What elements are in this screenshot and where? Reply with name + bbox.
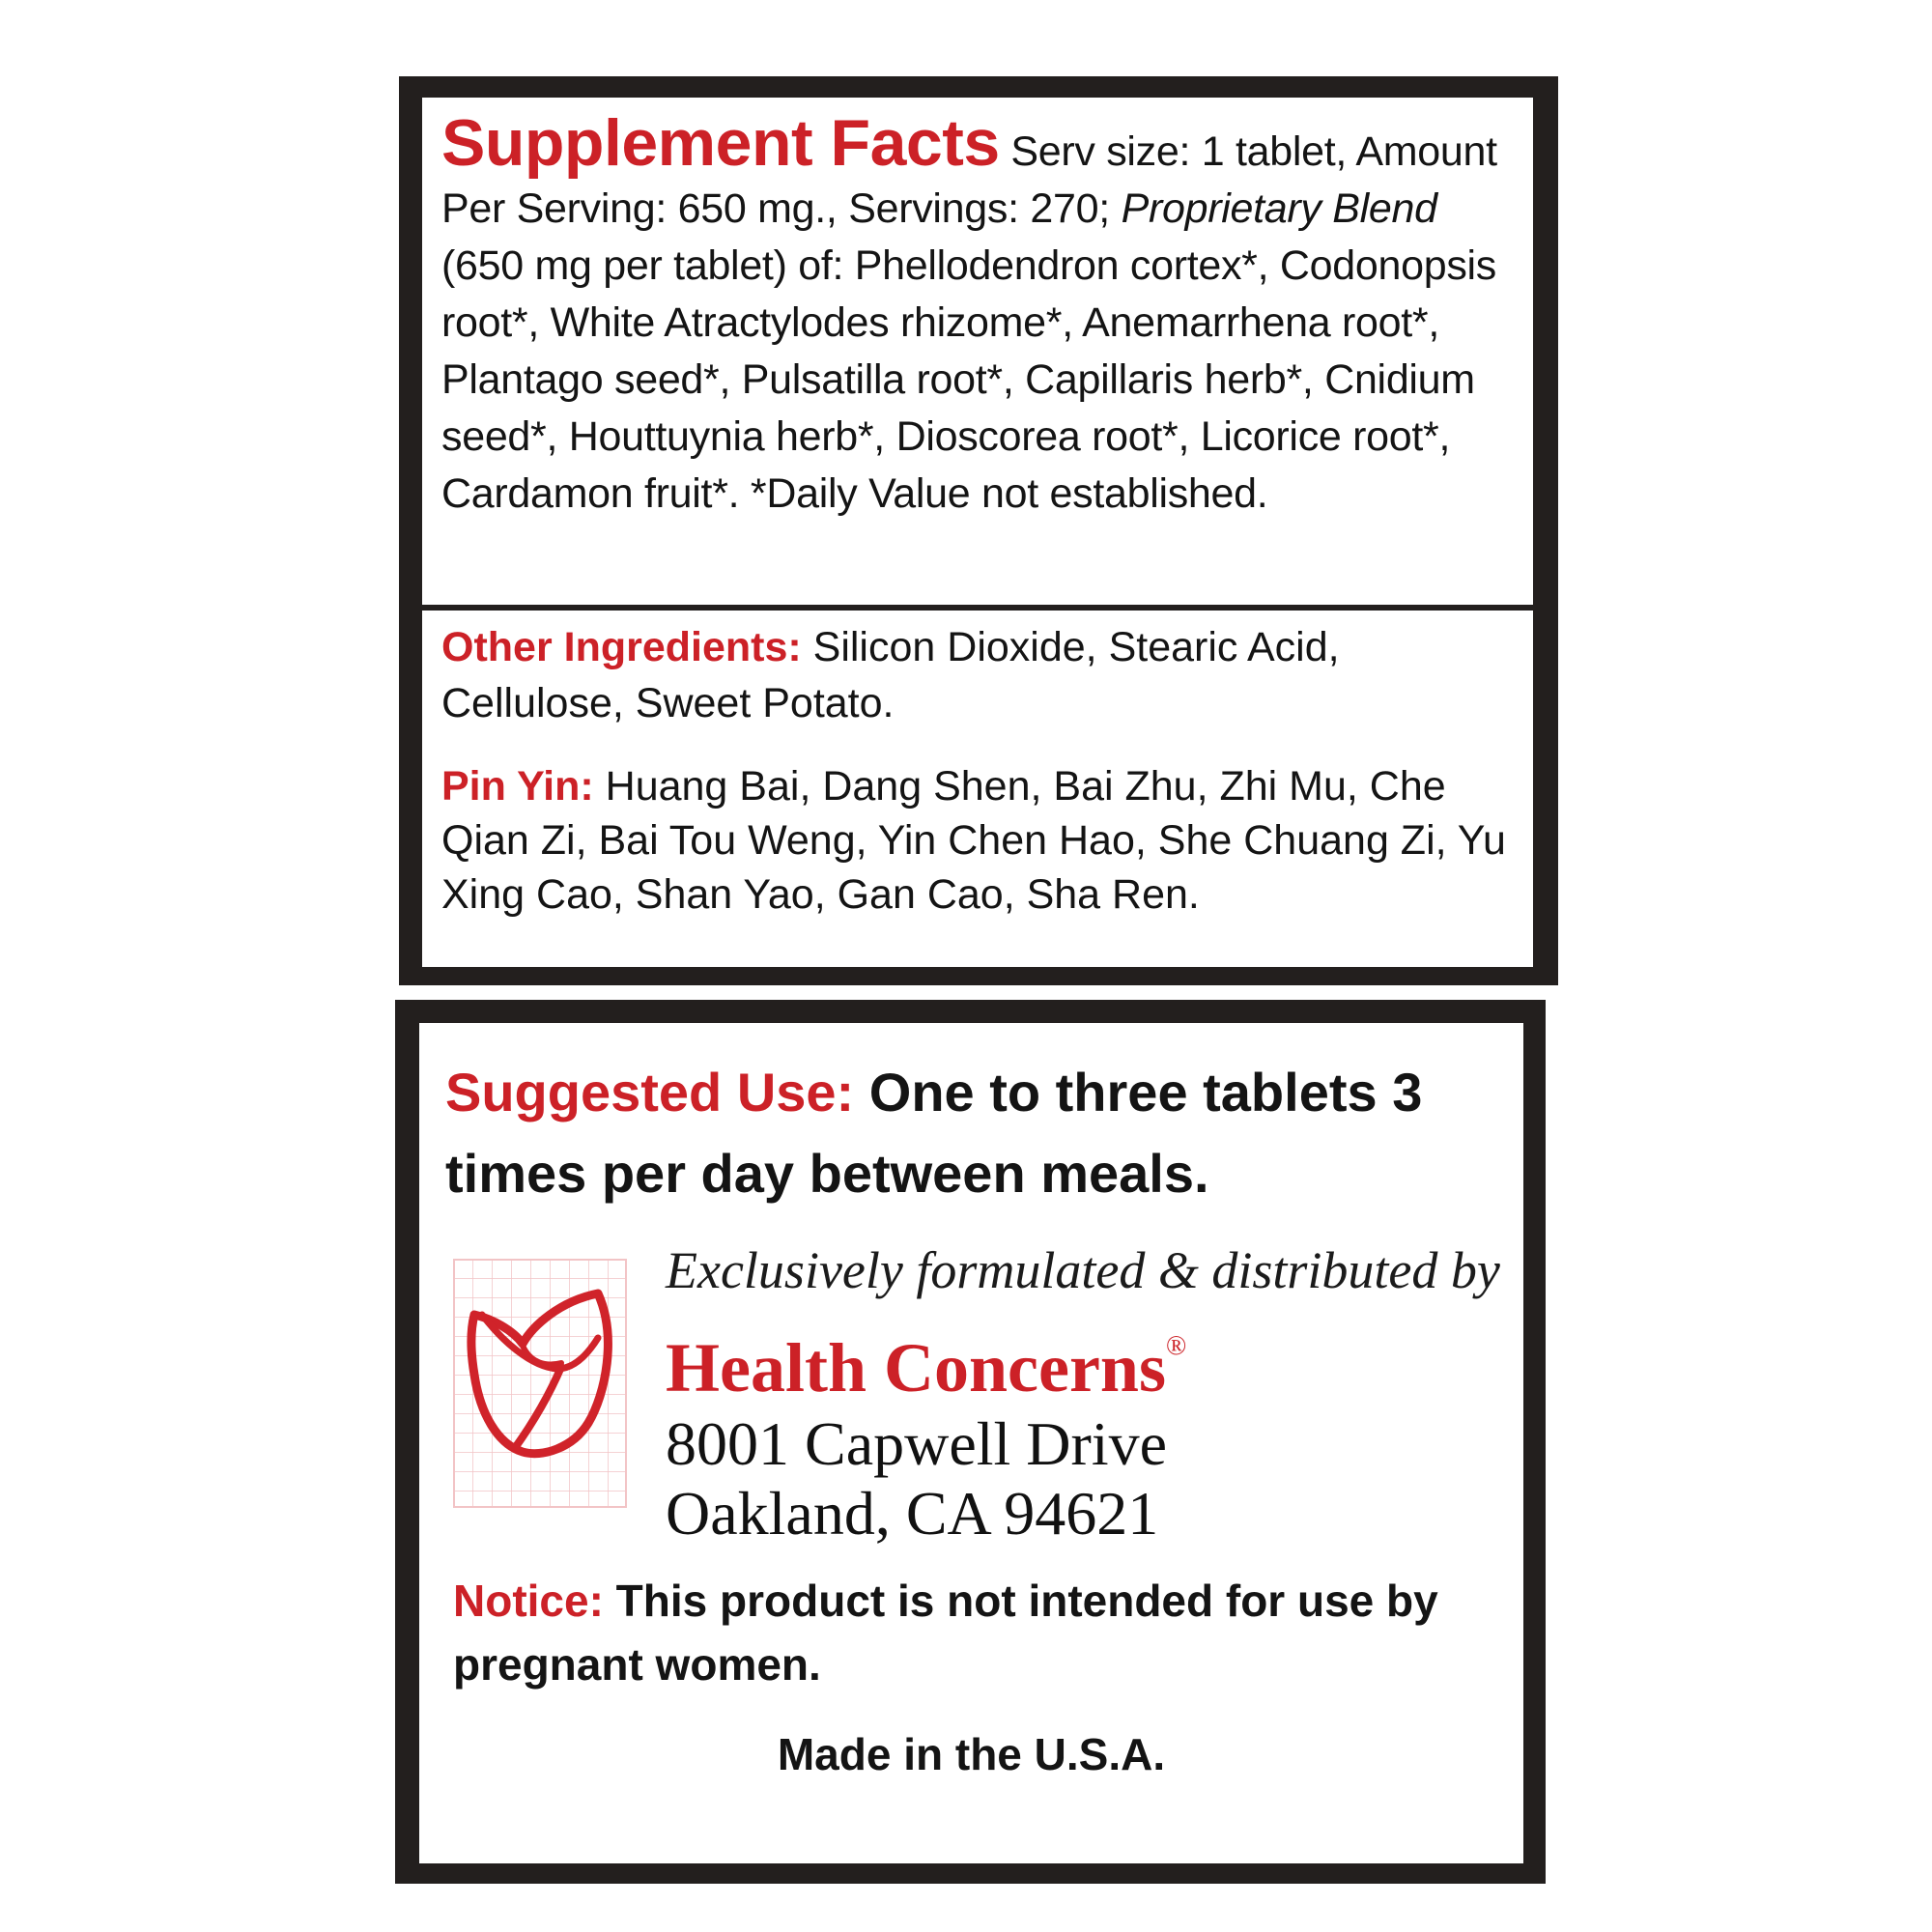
distributor-tagline: Exclusively formulated & distributed by (666, 1241, 1500, 1299)
address-line-2: Oakland, CA 94621 (666, 1479, 1159, 1548)
registered-mark: ® (1165, 1331, 1187, 1361)
notice-text: This product is not intended for use by pregnant women. (453, 1576, 1438, 1690)
supplement-facts-panel (399, 76, 1558, 985)
suggested-use-text: One to three tablets 3 times per day between meals. (445, 1062, 1423, 1204)
distributor-block (666, 1236, 1516, 1548)
usage-card (419, 1023, 1523, 1863)
other-ingredients-label: Other Ingredients: (441, 624, 802, 670)
company-name (666, 1305, 1516, 1409)
pin-yin-label: Pin Yin: (441, 763, 594, 810)
notice-label: Notice: (453, 1576, 604, 1626)
proprietary-blend-text: (650 mg per tablet) of: Phellodendron cortex*, Codonopsis root*, White Atractylodes rhizome*, Anemarrhena root*, Plantago seed*, Pulsatilla root*, Capillaris herb*, Cnidium seed*, Houttuynia herb*, Dioscorea root*, Licorice root*, Cardamon fruit*. *Daily Value not established. (441, 242, 1496, 517)
facts-section (422, 98, 1533, 605)
facts-text (441, 106, 1514, 523)
address-line-1: 8001 Capwell Drive (666, 1409, 1167, 1478)
section-divider (422, 605, 1533, 611)
supplement-facts-title: Supplement Facts (441, 106, 1000, 180)
company-name-text: Health Concerns (666, 1329, 1166, 1406)
notice (453, 1569, 1477, 1696)
made-in-usa: Made in the U.S.A. (777, 1729, 1166, 1779)
usage-panel (395, 1000, 1546, 1884)
serving-size: Serv size: 1 tablet, (1010, 128, 1348, 175)
suggested-use (445, 1052, 1508, 1214)
pin-yin-text: Huang Bai, Dang Shen, Bai Zhu, Zhi Mu, Che Qian Zi, Bai Tou Weng, Yin Chen Hao, She Chuang Zi, Yu Xing Cao, Shan Yao, Gan Cao, Sha Ren. (441, 763, 1506, 918)
other-ingredients (441, 619, 1514, 731)
suggested-use-label: Suggested Use: (445, 1062, 855, 1122)
supplement-facts-card (422, 98, 1533, 967)
other-ingredients-text: Silicon Dioxide, Stearic Acid, Cellulose, Sweet Potato. (441, 624, 1340, 726)
health-concerns-leaf-logo-icon (453, 1259, 627, 1508)
proprietary-blend-label: Proprietary Blend (1121, 185, 1437, 232)
pin-yin (441, 759, 1514, 922)
amount-per-serving: Amount Per Serving: 650 mg., Servings: 270; (441, 128, 1497, 232)
